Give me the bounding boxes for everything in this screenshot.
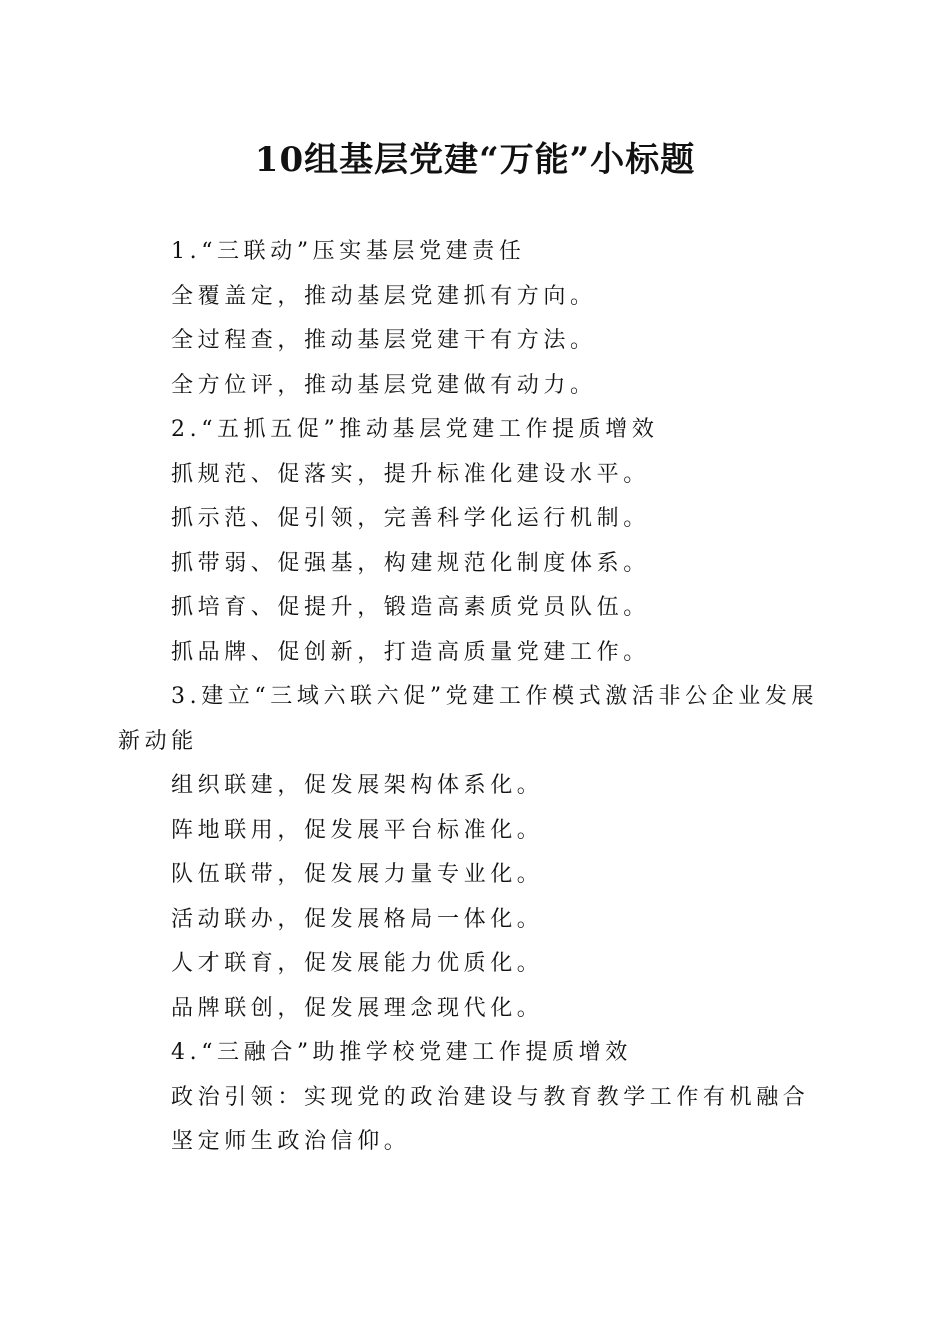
- section-heading-4: 4.“三融合”助推学校党建工作提质增效: [171, 1040, 632, 1065]
- document-title: 10组基层党建“万能”小标题: [254, 140, 696, 180]
- paragraph-line: 坚定师生政治信仰。: [171, 1129, 411, 1154]
- paragraph-line: 抓示范、促引领，完善科学化运行机制。: [171, 506, 650, 531]
- paragraph-line: 全覆盖定，推动基层党建抓有方向。: [171, 283, 597, 309]
- paragraph-line: 品牌联创，促发展理念现代化。: [171, 995, 544, 1021]
- paragraph-line: 抓品牌、促创新，打造高质量党建工作。: [171, 639, 650, 665]
- section-heading-1: 1.“三联动”压实基层党建责任: [171, 239, 526, 264]
- paragraph-line: 活动联办，促发展格局一体化。: [171, 906, 544, 932]
- paragraph-line: 组织联建，促发展架构体系化。: [171, 773, 544, 798]
- paragraph-line: 全方位评，推动基层党建做有动力。: [171, 372, 597, 398]
- paragraph-line: 阵地联用，促发展平台标准化。: [171, 817, 544, 843]
- section-heading-2: 2.“五抓五促”推动基层党建工作提质增效: [171, 417, 659, 442]
- paragraph-line: 政治引领：实现党的政治建设与教育教学工作有机融合: [171, 1084, 810, 1110]
- paragraph-line: 抓规范、促落实，提升标准化建设水平。: [171, 461, 650, 487]
- section-heading-3: 3.建立“三域六联六促”党建工作模式激活非公企业发展新动能: [118, 684, 819, 754]
- paragraph-line: 队伍联带，促发展力量专业化。: [171, 862, 544, 887]
- paragraph-line: 全过程查，推动基层党建干有方法。: [171, 328, 597, 353]
- paragraph-line: 抓带弱、促强基，构建规范化制度体系。: [171, 550, 650, 576]
- paragraph-line: 人才联育，促发展能力优质化。: [171, 951, 544, 976]
- paragraph-line: 抓培育、促提升，锻造高素质党员队伍。: [171, 595, 650, 620]
- document-body: [118, 230, 838, 1165]
